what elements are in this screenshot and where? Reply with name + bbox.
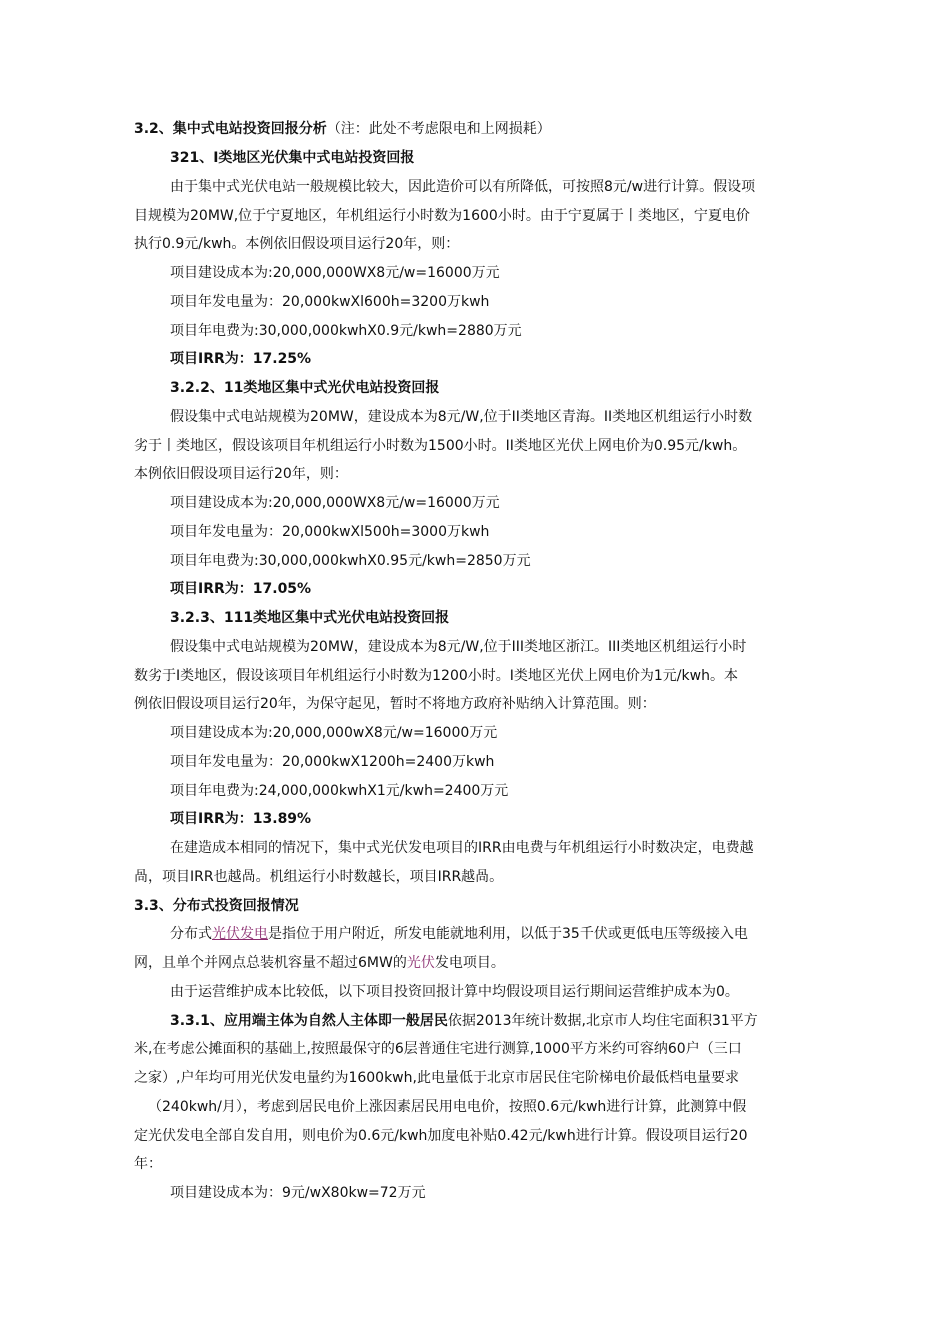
irr-result: 项目IRR为：17.25% xyxy=(170,351,312,367)
paragraph-line: 由于运营维护成本比较低，以下项目投资回报计算中均假设项目运行期间运营维护成本为0。 xyxy=(170,984,739,1000)
paragraph-line: 米,在考虑公摊面积的基础上,按照最保守的6层普通住宅进行测算,1000平方米约可容纳60户（三口 xyxy=(134,1041,742,1057)
paragraph-line: 执行0.9元/kwh。本例依旧假设项目运行20年，则： xyxy=(134,236,460,252)
paragraph-line: 咼，项目IRR也越咼。机组运行小时数越长，项目IRR越咼。 xyxy=(134,869,504,885)
calc-line-generation: 项目年发电量为：20,000kwXl500h=3000万kwh xyxy=(170,524,490,540)
subsection-heading-3-2-2: 3.2.2、11类地区集中式光伏电站投资回报 xyxy=(170,380,440,396)
calc-line-revenue: 项目年电费为:30,000,000kwhX0.9元/kwh=2880万元 xyxy=(170,323,522,339)
section-heading-3-3: 3.3、分布式投资回报情况 xyxy=(134,898,299,914)
calc-line-revenue: 项目年电费为:24,000,000kwhX1元/kwh=2400万元 xyxy=(170,783,509,799)
section-heading-3-2 xyxy=(134,119,844,139)
calc-line-cost: 项目建设成本为:20,000,000wX8元/w=16000万元 xyxy=(170,725,498,741)
paragraph-line: 假设集中式电站规模为20MW，建设成本为8元/W,位于II类地区青海。II类地区机组运行小时数 xyxy=(170,409,753,425)
text-run: 分布式 xyxy=(170,926,212,942)
section-heading-3-2-title: 3.2、集中式电站投资回报分析 xyxy=(134,121,327,137)
calc-line-cost: 项目建设成本为:20,000,000WX8元/w=16000万元 xyxy=(170,495,500,511)
paragraph-line: 之家）,户年均可用光伏发电量约为1600kwh,此电量低于北京市居民住宅阶梯电价最低档电量要求 xyxy=(134,1070,739,1086)
paragraph-line xyxy=(170,1011,844,1031)
calc-line-generation: 项目年发电量为：20,000kwX1200h=2400万kwh xyxy=(170,754,495,770)
subsection-heading-3-2-1: 321、I类地区光伏集中式电站投资回报 xyxy=(170,150,415,166)
paragraph-line: 在建造成本相同的情况下，集中式光伏发电项目的IRR由电费与年机组运行小时数决定，电费越 xyxy=(170,840,754,856)
text-run: 依据2013年统计数据,北京市人均住宅面积31平方 xyxy=(447,1013,758,1029)
irr-result: 项目IRR为：13.89% xyxy=(170,811,312,827)
paragraph-line: 数劣于I类地区，假设该项目年机组运行小时数为1200小时。I类地区光伏上网电价为1元/kwh。本 xyxy=(134,668,738,684)
paragraph-line: 本例依旧假设项目运行20年，则： xyxy=(134,466,348,482)
paragraph-line xyxy=(170,924,844,944)
paragraph-line xyxy=(134,953,844,973)
paragraph-line: 劣于丨类地区，假设该项目年机组运行小时数为1500小时。II类地区光伏上网电价为0.95元/kwh。 xyxy=(134,438,747,454)
calc-line-generation: 项目年发电量为：20,000kwXl600h=3200万kwh xyxy=(170,294,490,310)
section-heading-3-2-note: （注：此处不考虑限电和上网损耗） xyxy=(326,121,551,137)
calc-line-cost: 项目建设成本为:20,000,000WX8元/w=16000万元 xyxy=(170,265,500,281)
pv-link[interactable]: 光伏 xyxy=(406,955,435,971)
paragraph-line: 定光伏发电全部自发自用，则电价为0.6元/kwh加度电补贴0.42元/kwh进行计算。假设项目运行20 xyxy=(134,1128,748,1144)
pv-generation-link[interactable]: 光伏发电 xyxy=(212,926,268,942)
calc-line-revenue: 项目年电费为:30,000,000kwhX0.95元/kwh=2850万元 xyxy=(170,553,531,569)
paragraph-line: 假设集中式电站规模为20MW，建设成本为8元/W,位于III类地区浙江。III类地区机组运行小时 xyxy=(170,639,747,655)
irr-result: 项目IRR为：17.05% xyxy=(170,581,312,597)
subsection-heading-3-3-1: 3.3.1、应用端主体为自然人主体即一般居民 xyxy=(170,1013,448,1029)
paragraph-line: 年： xyxy=(134,1156,162,1172)
paragraph-line: （240kwh/月），考虑到居民电价上涨因素居民用电电价，按照0.6元/kwh进行计算，此测算中假 xyxy=(148,1099,747,1115)
calc-line-cost: 项目建设成本为：9元/wX80kw=72万元 xyxy=(170,1185,426,1201)
paragraph-line: 由于集中式光伏电站一般规模比较大，因此造价可以有所降低，可按照8元/w进行计算。假设项 xyxy=(170,179,756,195)
paragraph-line: 目规模为20MW,位于宁夏地区，年机组运行小时数为1600小时。由于宁夏属于丨类地区，宁夏电价 xyxy=(134,208,750,224)
text-run: 是指位于用户附近，所发电能就地利用，以低于35千伏或更低电压等级接入电 xyxy=(268,926,748,942)
text-run: 发电项目。 xyxy=(434,955,505,971)
subsection-heading-3-2-3: 3.2.3、111类地区集中式光伏电站投资回报 xyxy=(170,610,450,626)
paragraph-line: 例依旧假设项目运行20年，为保守起见，暂时不将地方政府补贴纳入计算范围。则： xyxy=(134,696,656,712)
text-run: 网，且单个并网点总装机容量不超过6MW的 xyxy=(134,955,407,971)
